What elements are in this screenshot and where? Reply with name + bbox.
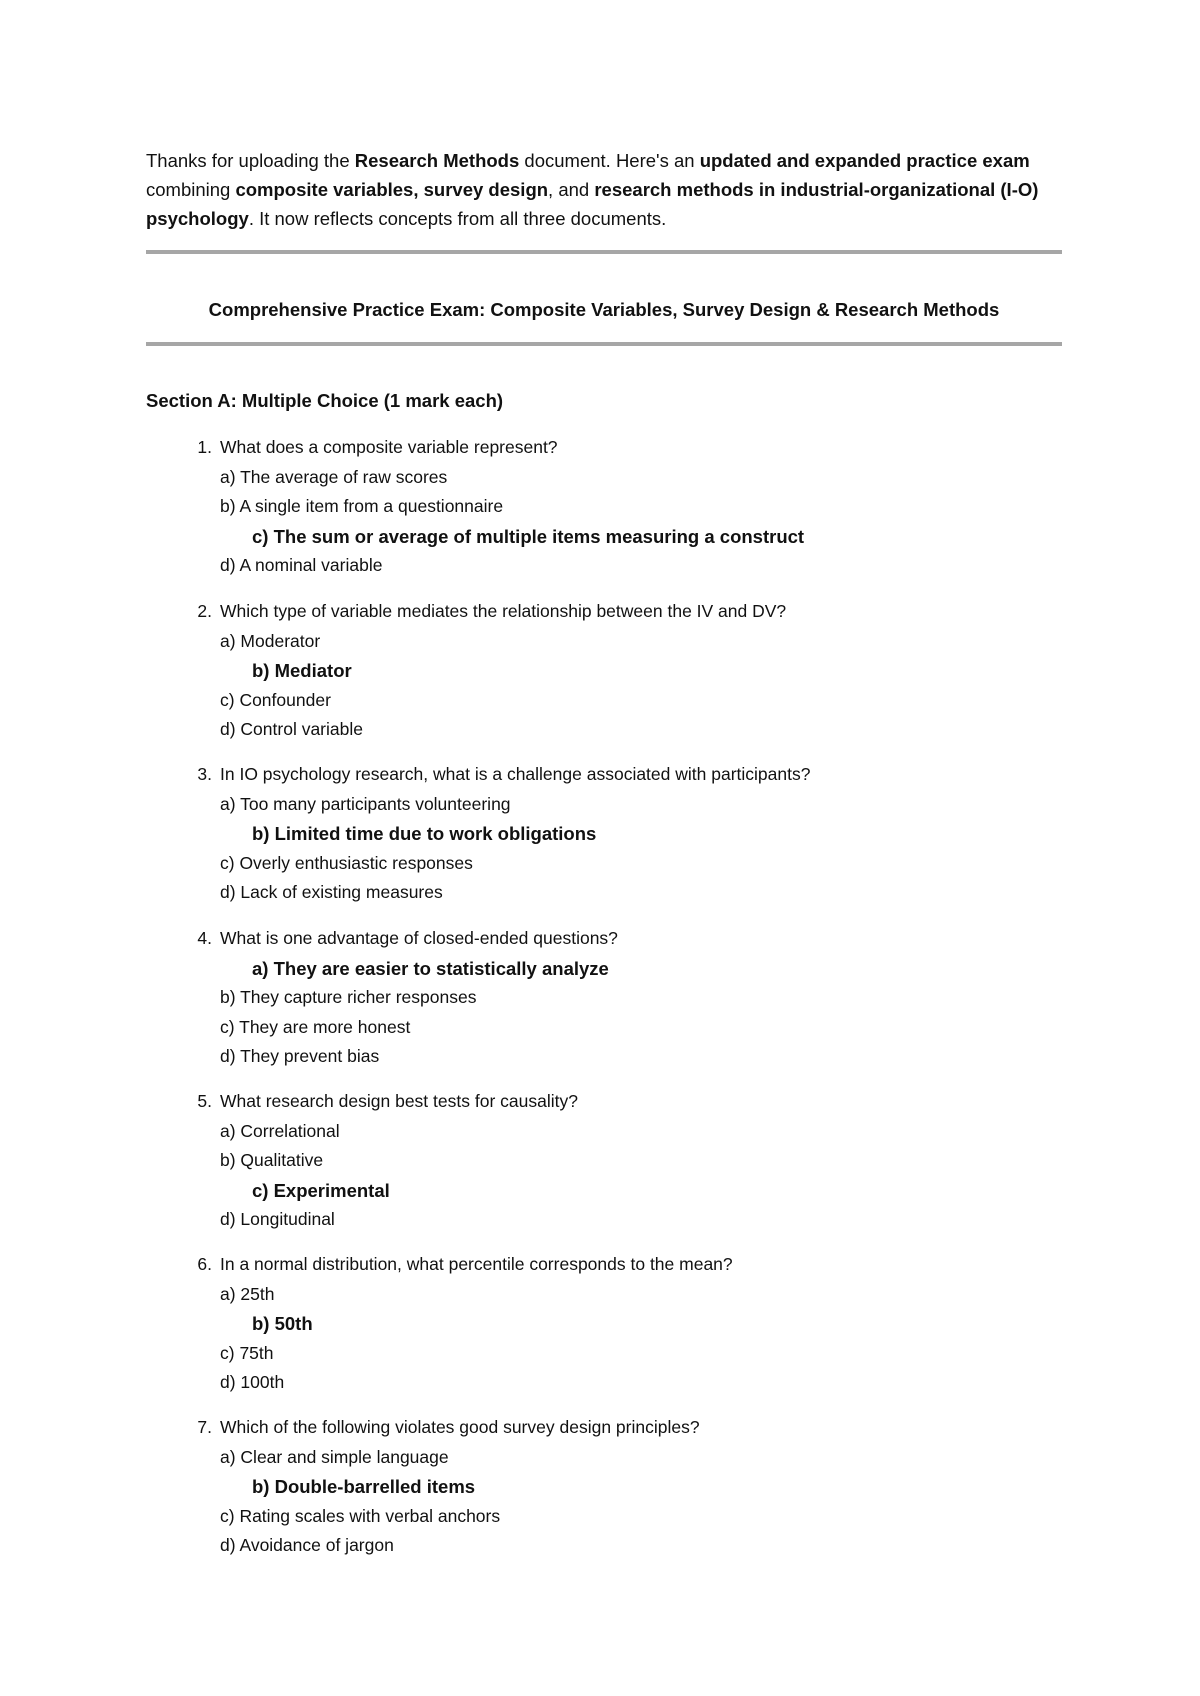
answer-option: c) 75th xyxy=(220,1342,274,1363)
answer-option-correct: c) Experimental xyxy=(252,1179,390,1201)
intro-segment-bold: composite variables, survey design xyxy=(235,179,549,200)
answer-option: d) Longitudinal xyxy=(220,1209,335,1229)
intro-segment-bold: updated and expanded practice exam xyxy=(699,150,1030,171)
question-number: 5. xyxy=(197,1091,212,1111)
question-text: What is one advantage of closed-ended questions? xyxy=(220,928,618,948)
question-3 xyxy=(146,760,1062,908)
intro-segment: , and xyxy=(548,179,595,200)
question-text: What does a composite variable represent? xyxy=(220,437,558,457)
answer-option: c) They are more honest xyxy=(220,1016,411,1037)
question-text: What research design best tests for causality? xyxy=(220,1091,578,1111)
answer-option: d) 100th xyxy=(220,1372,285,1392)
answer-option-correct: b) Double-barrelled items xyxy=(252,1476,476,1497)
answer-option: a) Too many participants volunteering xyxy=(220,793,511,814)
answer-option: d) Control variable xyxy=(220,719,363,739)
answer-option: a) Correlational xyxy=(220,1120,340,1141)
answer-option: d) A nominal variable xyxy=(220,555,383,575)
intro-paragraph xyxy=(146,146,1066,233)
exam-title: Comprehensive Practice Exam: Composite Variables, Survey Design & Research Methods xyxy=(208,299,1000,320)
question-number: 4. xyxy=(197,928,212,948)
intro-segment: document. Here's an xyxy=(519,150,700,171)
question-number: 6. xyxy=(197,1254,212,1274)
question-2 xyxy=(146,597,1062,745)
question-number: 3. xyxy=(197,764,212,784)
intro-segment: combining xyxy=(146,179,236,200)
answer-option: d) Lack of existing measures xyxy=(220,882,443,902)
section-heading: Section A: Multiple Choice (1 mark each) xyxy=(146,390,504,411)
question-4 xyxy=(146,924,1062,1072)
horizontal-rule-bottom xyxy=(146,342,1062,346)
question-text: In a normal distribution, what percentile corresponds to the mean? xyxy=(220,1254,733,1274)
answer-option-correct: b) 50th xyxy=(252,1313,313,1334)
intro-segment-bold: research methods in industrial-organizational (I-O) psychology xyxy=(146,179,1039,229)
intro-segment-bold: Research Methods xyxy=(354,150,520,171)
answer-option: d) Avoidance of jargon xyxy=(220,1535,394,1555)
answer-option: d) They prevent bias xyxy=(220,1046,380,1066)
answer-option: b) A single item from a questionnaire xyxy=(220,496,504,516)
question-text: In IO psychology research, what is a challenge associated with participants? xyxy=(220,764,811,784)
question-7 xyxy=(146,1413,1062,1561)
question-1 xyxy=(146,433,1062,581)
answer-option: c) Overly enthusiastic responses xyxy=(220,852,473,873)
horizontal-rule-top xyxy=(146,250,1062,254)
question-number: 7. xyxy=(197,1417,212,1437)
answer-option: b) Qualitative xyxy=(220,1150,324,1170)
answer-option: a) 25th xyxy=(220,1283,275,1304)
intro-segment: . It now reflects concepts from all three documents. xyxy=(248,208,667,229)
answer-option: a) Moderator xyxy=(220,630,321,651)
answer-option: c) Confounder xyxy=(220,689,331,710)
answer-option-correct: a) They are easier to statistically analyze xyxy=(252,957,609,979)
answer-option: c) Rating scales with verbal anchors xyxy=(220,1505,501,1526)
answer-option: b) They capture richer responses xyxy=(220,987,477,1007)
question-5 xyxy=(146,1087,1062,1235)
answer-option-correct: c) The sum or average of multiple items measuring a construct xyxy=(252,525,805,547)
question-text: Which type of variable mediates the relationship between the IV and DV? xyxy=(220,601,787,621)
answer-option-correct: b) Mediator xyxy=(252,660,352,681)
question-6 xyxy=(146,1250,1062,1398)
question-number: 1. xyxy=(197,437,212,457)
answer-option-correct: b) Limited time due to work obligations xyxy=(252,823,597,844)
question-number: 2. xyxy=(197,601,212,621)
answer-option: a) Clear and simple language xyxy=(220,1446,449,1467)
question-text: Which of the following violates good survey design principles? xyxy=(220,1417,700,1437)
answer-option: a) The average of raw scores xyxy=(220,466,448,487)
intro-segment: Thanks for uploading the xyxy=(146,150,355,171)
